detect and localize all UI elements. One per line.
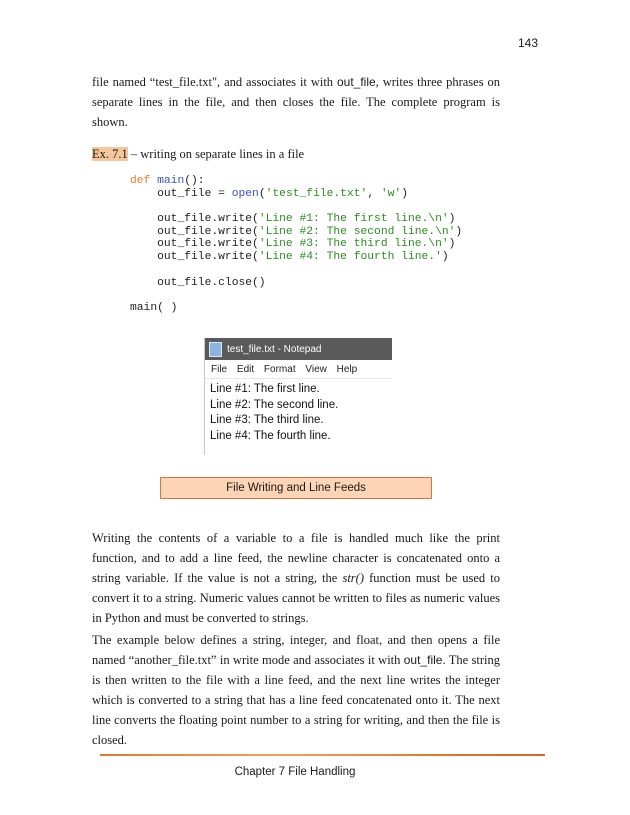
footer <box>0 766 630 778</box>
intro-code-outfile: out_file <box>336 75 376 89</box>
code-fn-open: open <box>231 187 259 200</box>
notepad-menu-help: Help <box>336 364 358 375</box>
code-line-open <box>130 188 462 201</box>
footer-chapter-title: Chapter 7 File Handling <box>234 766 356 778</box>
code-line-call: main( ) <box>130 302 178 315</box>
code-line-write-2 <box>130 226 462 239</box>
code-line-write-4 <box>130 251 462 264</box>
code-write-str: 'Line #4: The fourth line.' <box>258 250 442 263</box>
paragraph-3-code-outfile: out_file <box>403 653 443 667</box>
code-write-call: out_file.write( <box>130 213 259 226</box>
code-str-filename: 'test_file.txt' <box>265 187 368 200</box>
paragraph-2-text-2: function must be used to convert it to a string. Numeric values cannot be written to files as numeric values in Python and must be converted to strings. <box>92 571 500 625</box>
code-line-def <box>130 175 462 188</box>
notepad-line: Line #1: The first line. <box>210 383 320 395</box>
notepad-text-area <box>205 379 392 444</box>
code-write-call: out_file.write( <box>130 225 259 238</box>
paragraph-3-text-2: . The string is then written to the file with a line feed, and the next line writes the integer which is converted to a string that has a line feed concatenated onto it. The next line converts the floating point number to a string for writing, and then the file is closed. <box>92 653 500 747</box>
code-close-paren: ) <box>401 187 408 200</box>
notepad-line: Line #4: The fourth line. <box>210 429 331 442</box>
figure-caption: File Writing and Line Feeds <box>160 477 432 499</box>
notepad-line: Line #2: The second line. <box>210 398 339 411</box>
code-str-mode: 'w' <box>380 187 402 200</box>
code-assign: out_file = <box>130 187 232 200</box>
code-line-write-3 <box>130 238 462 251</box>
code-write-end: ) <box>441 250 449 263</box>
code-write-str: 'Line #3: The third line.\n' <box>258 238 449 251</box>
notepad-file-icon <box>209 342 222 357</box>
code-line-write-1 <box>130 213 462 226</box>
intro-text-2: , writes three phrases on separate lines in the file, and then closes the file. The complete program is shown. <box>92 75 500 129</box>
notepad-screenshot <box>204 338 392 455</box>
code-kw-def: def <box>130 175 158 187</box>
code-write-call: out_file.write( <box>130 238 259 251</box>
paragraph-2 <box>92 528 500 628</box>
notepad-menubar <box>205 360 392 379</box>
notepad-menu-edit: Edit <box>236 364 255 375</box>
code-fn-main: main <box>157 175 185 187</box>
notepad-menu-file: File <box>211 364 228 375</box>
example-heading <box>92 145 304 163</box>
paragraph-2-text-1: Writing the contents of a variable to a file is handled much like the print function, and to add a line feed, the newline character is concatenated onto a string variable. If the value is not a string, the <box>92 531 500 585</box>
paragraph-3-text-1: The example below defines a string, integer, and float, and then opens a file named “another_file.txt” in write mode and associates it with <box>92 633 500 667</box>
code-open-paren: ( <box>258 187 266 200</box>
page-number: 143 <box>517 36 538 50</box>
notepad-title: test_file.txt - Notepad <box>227 343 322 355</box>
code-line-close: out_file.close() <box>130 276 266 289</box>
notepad-menu-view: View <box>305 364 327 375</box>
code-write-str: 'Line #2: The second line.\n' <box>258 225 456 238</box>
code-write-call: out_file.write( <box>130 250 259 263</box>
code-block <box>130 175 462 315</box>
footer-divider <box>100 754 545 756</box>
paragraph-3 <box>92 630 500 750</box>
paragraph-2-func: str() <box>342 571 364 585</box>
code-write-str: 'Line #1: The first line.\n' <box>258 213 449 226</box>
intro-text-1: file named “test_file.txt", and associates it with <box>92 75 337 89</box>
example-description: – writing on separate lines in a file <box>127 147 305 161</box>
code-parens: (): <box>184 175 205 187</box>
notepad-line: Line #3: The third line. <box>210 414 324 427</box>
code-write-end: ) <box>448 213 456 226</box>
code-write-end: ) <box>455 225 463 238</box>
intro-paragraph <box>92 72 500 132</box>
code-write-end: ) <box>448 238 456 251</box>
notepad-menu-format: Format <box>263 364 296 375</box>
code-comma: , <box>367 187 381 200</box>
notepad-titlebar <box>205 338 392 360</box>
example-label: Ex. 7.1 <box>92 147 128 161</box>
